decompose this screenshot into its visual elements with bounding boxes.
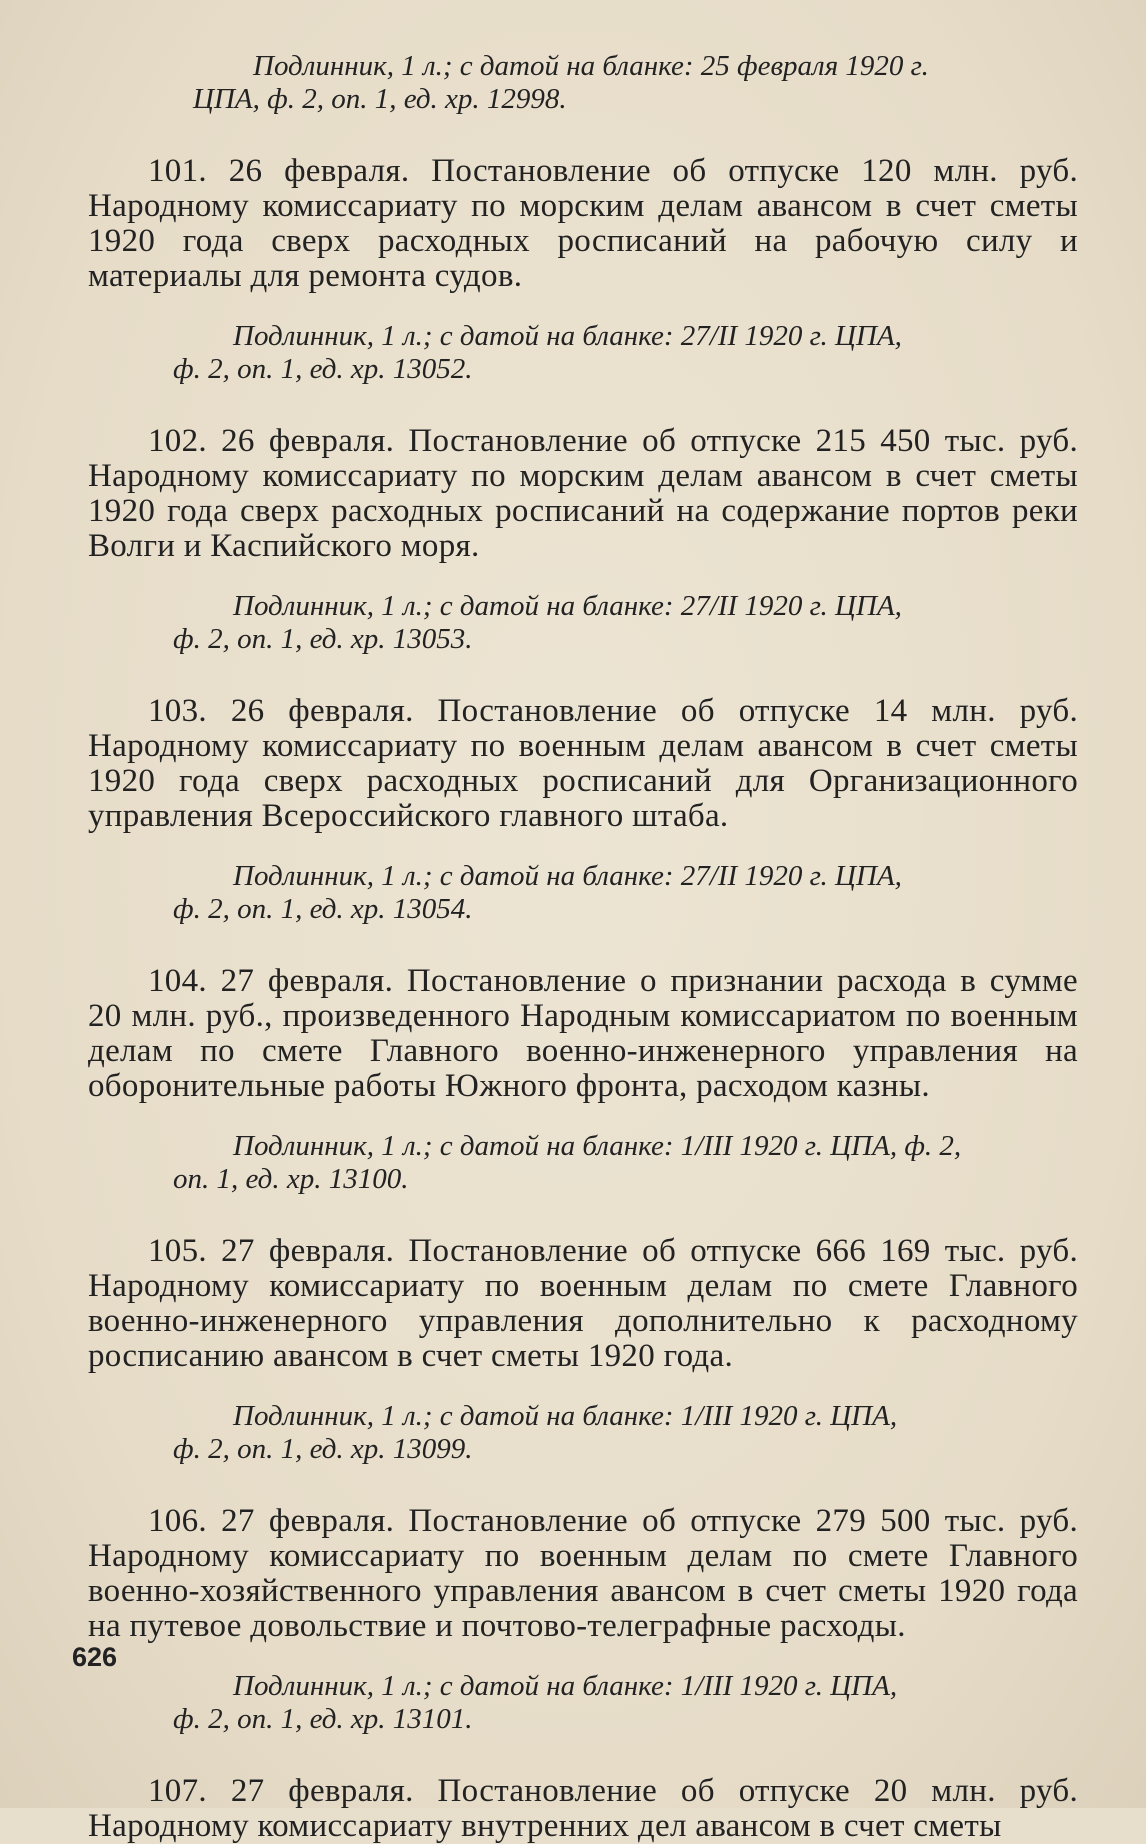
source-note-103-line1: Подлинник, 1 л.; с датой на бланке: 27/II 1920 г. ЦПА,: [233, 860, 902, 892]
page-number: 626: [72, 1642, 118, 1672]
entry-107: 107. 27 февраля. Постановление об отпуске 20 млн. руб. Народному комиссариату внутренних дел авансом в счет сметы: [88, 1773, 1078, 1844]
source-note-102-line2: ф. 2, оп. 1, ед. хр. 13053.: [173, 623, 473, 655]
source-note-103-line2: ф. 2, оп. 1, ед. хр. 13054.: [173, 893, 473, 925]
source-note-top-line1: Подлинник, 1 л.; с датой на бланке: 25 февраля 1920 г.: [253, 50, 929, 82]
source-note-101: [88, 320, 1078, 386]
document-body: [88, 50, 1078, 1844]
entry-102: 102. 26 февраля. Постановление об отпуске 215 450 тыс. руб. Народному комиссариату по морским делам авансом в счет сметы 1920 года сверх расходных росписаний на содержание портов реки Волги и Каспийского моря.: [88, 423, 1078, 564]
entry-104: 104. 27 февраля. Постановление о признании расхода в сумме 20 млн. руб., произведенного Народным комиссариатом по военным делам по смете Главного военно-инженерного управления на оборонительные работы Южного фронта, расходом казны.: [88, 963, 1078, 1104]
entry-101: 101. 26 февраля. Постановление об отпуске 120 млн. руб. Народному комиссариату по морским делам авансом в счет сметы 1920 года сверх расходных росписаний на рабочую силу и материалы для ремонта судов.: [88, 153, 1078, 294]
entry-105: 105. 27 февраля. Постановление об отпуске 666 169 тыс. руб. Народному комиссариату по военным делам по смете Главного военно-инженерного управления дополнительно к расходному росписанию авансом в счет сметы 1920 года.: [88, 1233, 1078, 1374]
source-note-106: [88, 1670, 1078, 1736]
source-note-106-line2: ф. 2, оп. 1, ед. хр. 13101.: [173, 1703, 473, 1735]
entry-106: 106. 27 февраля. Постановление об отпуске 279 500 тыс. руб. Народному комиссариату по военным делам по смете Главного военно-хозяйственного управления авансом в счет сметы 1920 года на путевое довольствие и почтово-телеграфные расходы.: [88, 1503, 1078, 1644]
source-note-102-line1: Подлинник, 1 л.; с датой на бланке: 27/II 1920 г. ЦПА,: [233, 590, 902, 622]
source-note-105: [88, 1400, 1078, 1466]
source-note-top: [88, 50, 1078, 116]
source-note-106-line1: Подлинник, 1 л.; с датой на бланке: 1/III 1920 г. ЦПА,: [233, 1670, 898, 1702]
source-note-101-line1: Подлинник, 1 л.; с датой на бланке: 27/II 1920 г. ЦПА,: [233, 320, 902, 352]
source-note-105-line1: Подлинник, 1 л.; с датой на бланке: 1/III 1920 г. ЦПА,: [233, 1400, 898, 1432]
source-note-105-line2: ф. 2, оп. 1, ед. хр. 13099.: [173, 1433, 473, 1465]
source-note-104: [88, 1130, 1078, 1196]
source-note-102: [88, 590, 1078, 656]
source-note-101-line2: ф. 2, оп. 1, ед. хр. 13052.: [173, 353, 473, 385]
source-note-103: [88, 860, 1078, 926]
source-note-top-line2: ЦПА, ф. 2, оп. 1, ед. хр. 12998.: [193, 83, 567, 115]
entry-103: 103. 26 февраля. Постановление об отпуске 14 млн. руб. Народному комиссариату по военным делам авансом в счет сметы 1920 года сверх расходных росписаний для Организационного управления Всероссийского главного штаба.: [88, 693, 1078, 834]
source-note-104-line2: оп. 1, ед. хр. 13100.: [173, 1163, 409, 1195]
source-note-104-line1: Подлинник, 1 л.; с датой на бланке: 1/III 1920 г. ЦПА, ф. 2,: [233, 1130, 962, 1162]
